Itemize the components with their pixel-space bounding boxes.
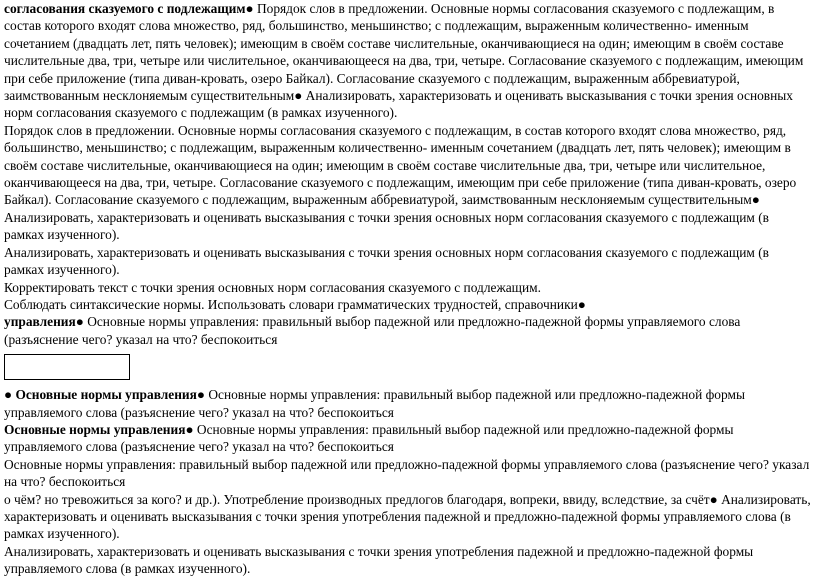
paragraph-agreement-norms [4, 0, 812, 122]
paragraph-text: Анализировать, характеризовать и оценивать высказывания с точки зрения употребления падежной и предложно-падежной формы управляемого слова (в рамках изученного). [4, 491, 811, 542]
paragraph-derived-prepositions [4, 491, 812, 543]
paragraph-heading: управления [4, 314, 76, 330]
paragraph-government-norms-3 [4, 421, 812, 456]
paragraph-heading: Основные нормы управления● [4, 421, 194, 437]
paragraph-text: Соблюдать синтаксические нормы. Использовать словари грамматических трудностей, справочники [4, 296, 578, 312]
paragraph-correct-text: Корректировать текст с точки зрения основных норм согласования сказуемого с подлежащим. [4, 279, 541, 295]
paragraph-analyze-government: Анализировать, характеризовать и оценивать высказывания с точки зрения употребления падежной и предложно-падежной формы управляемого слова (в рамках изученного). [4, 543, 754, 577]
paragraph-text: Анализировать, характеризовать и оценивать высказывания с точки зрения основных норм согласования сказуемого с подлежащим (в рамках изученного). [4, 88, 793, 121]
bullet-icon: ● [709, 491, 718, 507]
paragraph-word-order [4, 122, 812, 244]
paragraph-text: Основные нормы управления: правильный выбор падежной или предложно-падежной формы управляемого слова (разъяснение чего? указал на что? беспокоиться [4, 314, 741, 347]
paragraph-heading: ● Основные нормы управления● [4, 387, 205, 403]
paragraph-text: Анализировать, характеризовать и оценивать высказывания с точки зрения основных норм согласования сказуемого с подлежащим (в рамках изученного). [4, 209, 769, 243]
paragraph-government-norms-4: Основные нормы управления: правильный выбор падежной или предложно-падежной формы управляемого слова (разъяснение чего? указал на что? беспокоиться [4, 456, 810, 490]
bullet-icon: ● [294, 88, 303, 104]
bullet-icon: ● [185, 421, 194, 437]
paragraph-government-norms-2 [4, 386, 812, 421]
paragraph-government-norms-1 [4, 313, 812, 348]
paragraph-text: Порядок слов в предложении. Основные нормы согласования сказуемого с подлежащим, в состав которого входят слова множество, ряд, большинство, меньшинство; с подлежащим, выраженным количественно- именным сочетанием (двадцать лет, пять человек); имеющим в своём составе числительные, оканчивающиеся на один; имеющим в своём составе числительные два, три, четыре или числительное, оканчивающееся на два, три, четыре. Согласование сказуемого с подлежащим, имеющим при себе приложение (типа диван-кровать, озеро Байкал). Согласование сказуемого с подлежащим, выраженным аббревиатурой, заимствованным несклоняемым существительным [4, 1, 804, 104]
paragraph-text: Основные нормы управления: правильный выбор падежной или предложно-падежной формы управляемого слова (разъяснение чего? указал на что? беспокоиться [4, 387, 745, 420]
paragraph-analyze-agreement: Анализировать, характеризовать и оценивать высказывания с точки зрения основных норм согласования сказуемого с подлежащим (в рамках изученного). [4, 244, 769, 278]
paragraph-heading: согласования сказуемого с подлежащим [4, 1, 246, 16]
bullet-icon: ● [75, 314, 84, 330]
bullet-icon: ● [196, 387, 205, 403]
paragraph-text: о чём? но тревожиться за кого? и др.). Употребление производных предлогов благодаря, вопреки, ввиду, вследствие, за счёт [4, 491, 710, 507]
bullet-icon: ● [245, 1, 254, 16]
paragraph-text: Порядок слов в предложении. Основные нормы согласования сказуемого с подлежащим, в состав которого входят слова множество, ряд, большинство, меньшинство; с подлежащим, выраженным количественно- именным сочетанием (двадцать лет, пять человек); имеющим в своём составе числительные, оканчивающиеся на один; имеющим в своём составе числительные два, три, четыре или числительное, оканчивающееся на два, три, четыре. Согласование сказуемого с подлежащим, имеющим при себе приложение (типа диван-кровать, озеро Байкал). Согласование сказуемого с подлежащим, выраженным аббревиатурой, заимствованным несклоняемым существительным [4, 122, 797, 208]
bullet-icon: ● [751, 192, 760, 208]
bullet-icon: ● [4, 387, 13, 403]
paragraph-syntax-norms [4, 296, 812, 313]
bullet-icon: ● [577, 296, 586, 312]
empty-box [4, 354, 130, 380]
paragraph-text: Основные нормы управления: правильный выбор падежной или предложно-падежной формы управляемого слова (разъяснение чего? указал на что? беспокоиться [4, 421, 734, 455]
